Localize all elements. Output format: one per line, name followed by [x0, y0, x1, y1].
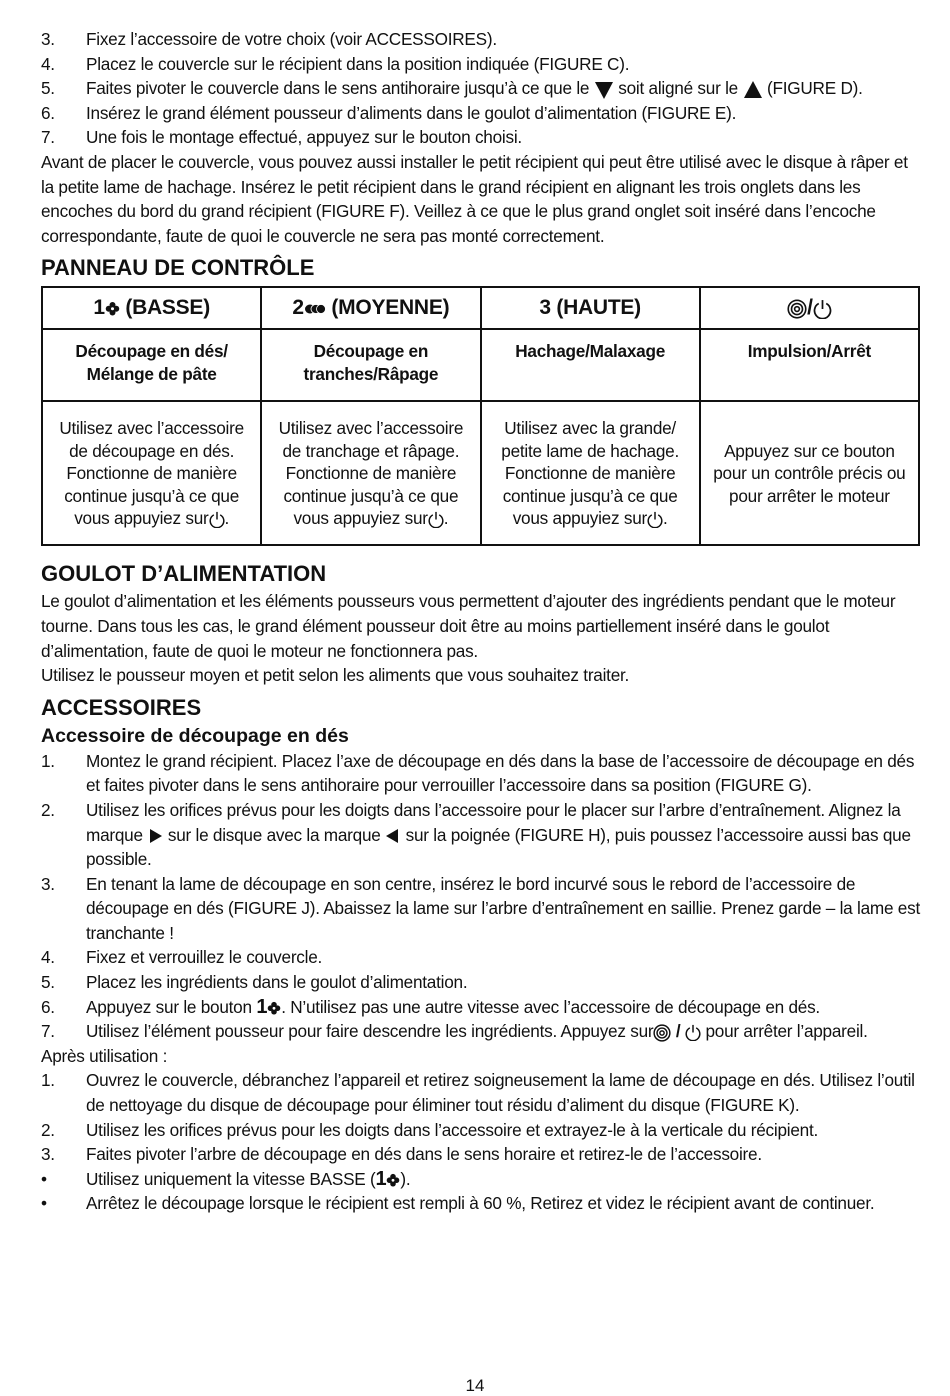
list-text: sur la poignée (FIGURE H), puis poussez l’accessoire aussi bas que possible. [86, 824, 911, 870]
control-panel-heading: PANNEAU DE CONTRÔLE [41, 255, 315, 281]
speed-label: (MOYENNE) [331, 296, 450, 320]
list-item [41, 1142, 921, 1167]
page-number: 14 [465, 1376, 485, 1395]
speed-label: / [807, 296, 813, 320]
bullet: • [41, 1193, 47, 1214]
accessories-heading: ACCESSOIRES [41, 694, 202, 720]
power-icon [209, 511, 225, 528]
power-icon [428, 511, 444, 528]
pulse-stop-header [700, 287, 919, 329]
function-description: Appuyez sur ce bouton pour un contrôle précis ou pour arrêter le moteur [700, 401, 919, 545]
dice-icon [105, 301, 120, 316]
list-text: Appuyez sur le bouton [86, 996, 252, 1017]
list-text: Une fois le montage effectué, appuyez sur le bouton choisi. [86, 127, 522, 148]
list-item [41, 995, 921, 1020]
speed-medium-header [261, 287, 480, 329]
list-text: Insérez le grand élément pousseur d’aliments dans le goulot d’alimentation (FIGURE E). [86, 102, 737, 123]
list-number: 2. [41, 799, 55, 820]
list-number: 4. [41, 53, 55, 74]
list-number: 6. [41, 996, 55, 1017]
function-label: Impulsion/Arrêt [700, 329, 919, 401]
speed-label: (BASSE) [125, 296, 210, 320]
power-icon [685, 1024, 701, 1041]
power-icon [647, 511, 663, 528]
function-description: Utilisez avec l’accessoire de découpage en dés. Fonctionne de manière continue jusqu’à ce que vous appuyiez sur . [42, 401, 261, 545]
list-item [41, 872, 921, 946]
list-text: Fixez et verrouillez le couvercle. [86, 947, 323, 968]
slice-icon [304, 302, 326, 316]
list-number: 4. [41, 947, 55, 968]
list-text: Placez les ingrédients dans le goulot d’alimentation. [86, 972, 468, 993]
list-text: ). [400, 1168, 411, 1189]
feed-tube-paragraph: Utilisez le pousseur moyen et petit selon les aliments que vous souhaitez traiter. [41, 665, 630, 686]
list-text: . N’utilisez pas une autre vitesse avec l’accessoire de découpage en dés. [281, 996, 820, 1017]
list-text: sur le disque avec la marque [167, 824, 381, 845]
separator: / [675, 1021, 681, 1042]
list-text: pour arrêter l’appareil. [705, 1021, 868, 1042]
list-number: 5. [41, 972, 55, 993]
list-item [41, 1019, 921, 1044]
triangle-right-icon [147, 828, 163, 844]
bullet: • [41, 1168, 47, 1189]
feed-tube-paragraph: Le goulot d’alimentation et les éléments pousseurs vous permettent d’ajouter des ingrédients pendant que le moteur tourne. Dans tous les cas, le grand élément pousseur doit être au moins partiellement inséré dans le goulot d’alimentation, faute de quoi le moteur ne fonctionnera pas. [41, 591, 896, 661]
list-text: Faites pivoter le couvercle dans le sens antihoraire jusqu’à ce que le [86, 78, 590, 99]
function-label: Hachage/Malaxage [481, 329, 700, 401]
triangle-left-icon [385, 828, 401, 844]
button-number: 1 [256, 995, 268, 1018]
list-text: soit aligné sur le [618, 78, 738, 99]
list-text: Utilisez l’élément pousseur pour faire descendre les ingrédients. Appuyez sur [86, 1021, 654, 1042]
function-label: Découpage en tranches/Râpage [261, 329, 480, 401]
intro-paragraph: Avant de placer le couvercle, vous pouvez aussi installer le petit récipient qui peut être utilisé avec le disque à râper et la petite lame de hachage. Insérez le petit récipient dans le grand récipient en alignant les trois onglets dans les encoches du bord du grand récipient (FIGURE F). Veillez à ce que le plus grand onglet soit inséré dans l’encoche correspondante, faute de quoi le couvercle ne sera pas monté correctement. [41, 151, 908, 246]
list-text: Faites pivoter l’arbre de découpage en dés dans le sens horaire et retirez-le de l’accessoire. [86, 1144, 762, 1165]
speed-low-header [42, 287, 261, 329]
list-item [41, 1068, 921, 1117]
list-text: En tenant la lame de découpage en son centre, insérez le bord incurvé sous le rebord de l’accessoire de découpage en dés (FIGURE J). Abaissez la lame sur l’arbre d’entraînement en saillie. Prenez garde – la lame est tranchante ! [86, 873, 920, 943]
triangle-down-icon [594, 80, 614, 100]
triangle-up-icon [743, 80, 763, 100]
list-item [41, 101, 921, 126]
feed-tube-heading: GOULOT D’ALIMENTATION [41, 561, 327, 587]
dice-icon [386, 1173, 400, 1187]
list-item [41, 1191, 921, 1216]
list-text: Utilisez les orifices prévus pour les doigts dans l’accessoire pour le placer sur l’arbre d’entraînement. Alignez la marque [86, 799, 901, 845]
list-number: 2. [41, 1119, 55, 1140]
list-item [41, 1118, 921, 1143]
dicing-subheading: Accessoire de découpage en dés [41, 724, 349, 747]
button-number: 1 [375, 1167, 387, 1190]
list-text: Utilisez les orifices prévus pour les doigts dans l’accessoire et extrayez-le à la verticale du récipient. [86, 1119, 818, 1140]
after-use-label: Après utilisation : [41, 1045, 168, 1066]
control-panel-table [41, 286, 920, 546]
list-number: 7. [41, 127, 55, 148]
speed-number: 3 [539, 296, 551, 320]
list-number: 3. [41, 1144, 55, 1165]
list-number: 3. [41, 29, 55, 49]
list-text: Montez le grand récipient. Placez l’axe de découpage en dés dans la base de l’accessoire de découpage en dés et faites pivoter dans le sens antihoraire pour verrouiller l’accessoire dans sa position (FIGURE G). [86, 750, 915, 796]
speed-number: 1 [93, 296, 105, 320]
speed-high-header [481, 287, 700, 329]
list-item [41, 970, 921, 995]
list-text: Placez le couvercle sur le récipient dans la position indiquée (FIGURE C). [86, 53, 630, 74]
dice-icon [267, 1001, 281, 1015]
list-item [41, 945, 921, 970]
list-text: (FIGURE D). [767, 78, 863, 99]
list-item [41, 52, 921, 77]
list-number: 1. [41, 1070, 55, 1091]
list-number: 7. [41, 1021, 55, 1042]
list-text: Utilisez uniquement la vitesse BASSE ( [86, 1168, 376, 1189]
list-item [41, 749, 921, 798]
speed-label: (HAUTE) [556, 296, 641, 320]
list-number: 5. [41, 78, 55, 99]
list-item [41, 76, 921, 101]
list-number: 6. [41, 102, 55, 123]
list-item [41, 27, 921, 52]
list-text: Arrêtez le découpage lorsque le récipient est rempli à 60 %, Retirez et videz le récipient avant de continuer. [86, 1193, 875, 1214]
list-number: 1. [41, 750, 55, 771]
document-page [41, 27, 921, 1216]
list-item [41, 125, 921, 150]
function-label: Découpage en dés/ Mélange de pâte [42, 329, 261, 401]
list-text: Fixez l’accessoire de votre choix (voir ACCESSOIRES). [86, 29, 497, 49]
power-icon [813, 299, 832, 319]
pulse-icon [787, 299, 807, 319]
function-description: Utilisez avec la grande/ petite lame de hachage. Fonctionne de manière continue jusqu’à ce que vous appuyiez sur . [481, 401, 700, 545]
list-item [41, 1167, 921, 1192]
speed-number: 2 [292, 296, 304, 320]
list-text: Ouvrez le couvercle, débranchez l’appareil et retirez soigneusement la lame de découpage en dés. Utilisez l’outil de nettoyage du disque de découpage pour éliminer tout résidu d’aliment du disque (FIGURE K). [86, 1070, 915, 1116]
function-description: Utilisez avec l’accessoire de tranchage et râpage. Fonctionne de manière continue jusqu’à ce que vous appuyiez sur . [261, 401, 480, 545]
pulse-icon [653, 1024, 671, 1042]
list-number: 3. [41, 873, 55, 894]
list-item [41, 798, 921, 872]
